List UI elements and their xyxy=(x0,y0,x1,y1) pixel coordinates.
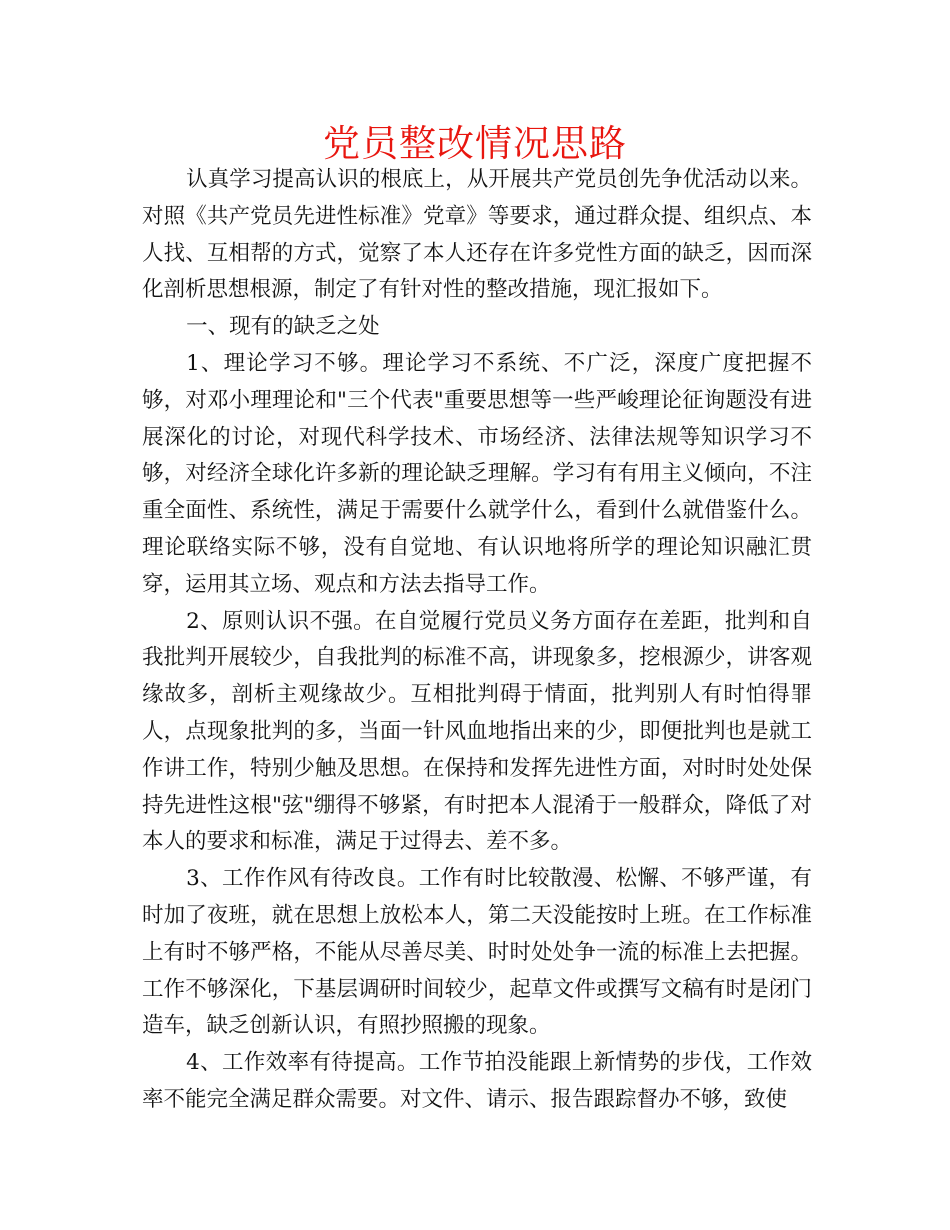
paragraph-work-efficiency: 4、工作效率有待提高。工作节拍没能跟上新情势的步伐，工作效率不能完全满足群众需要。对文件、请示、报告跟踪督办不够，致使 xyxy=(142,1050,812,1112)
paragraph-intro: 认真学习提高认识的根底上，从开展共产党员创先争优活动以来。对照《共产党员先进性标准》党章》等要求，通过群众提、组织点、本人找、互相帮的方式，觉察了本人还存在许多党性方面的缺乏，因而深化剖析思想根源，制定了有针对性的整改措施，现汇报如下。 xyxy=(142,167,812,303)
document-body xyxy=(142,162,812,1119)
paragraph-principle-awareness: 2、原则认识不强。在自觉履行党员义务方面存在差距，批判和自我批判开展较少，自我批判的标准不高，讲现象多，挖根源少，讲客观缘故多，剖析主观缘故少。互相批判碍于情面，批判别人有时怕得罪人，点现象批判的多，当面一针风血地指出来的少，即便批判也是就工作讲工作，特别少触及思想。在保持和发挥先进性方面，对时时处处保持先进性这根"弦"绷得不够紧，有时把本人混淆于一般群众，降低了对本人的要求和标准，满足于过得去、差不多。 xyxy=(142,608,812,855)
paragraph-theory-study: 1、理论学习不够。理论学习不系统、不广泛，深度广度把握不够，对邓小理理论和"三个代表"重要思想等一些严峻理论征询题没有进展深化的讨论，对现代科学技术、市场经济、法律法规等知识学习不够，对经济全球化许多新的理论缺乏理解。学习有有用主义倾向，不注重全面性、系统性，满足于需要什么就学什么，看到什么就借鉴什么。理论联络实际不够，没有自觉地、有认识地将所学的理论知识融汇贯穿，运用其立场、观点和方法去指导工作。 xyxy=(142,350,812,597)
document-title: 党员整改情况思路 xyxy=(323,122,627,165)
paragraph-work-style: 3、工作作风有待改良。工作有时比较散漫、松懈、不够严谨，有时加了夜班，就在思想上放松本人，第二天没能按时上班。在工作标准上有时不够严格，不能从尽善尽美、时时处处争一流的标准上去把握。工作不够深化，下基层调研时间较少，起草文件或撰写文稿有时是闭门造车，缺乏创新认识，有照抄照搬的现象。 xyxy=(142,866,812,1039)
section-heading-shortcomings: 一、现有的缺乏之处 xyxy=(186,314,380,340)
